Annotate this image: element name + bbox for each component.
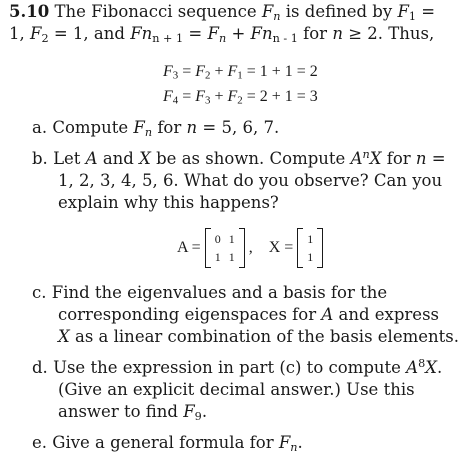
part-b-label: b. — [32, 149, 48, 168]
matrix-cell: 1 — [307, 232, 314, 246]
bracket-right — [317, 228, 323, 268]
problem-header-line: 5.10 The Fibonacci sequence $F_n$ is defined by $F_1$ = — [9, 2, 436, 23]
part-b-line-3: explain why this happens? — [58, 193, 279, 212]
recurrence-line: 1, $F_2 = 1$, and $Fn_{n + 1} = F_n + Fn_{n - 1}$ for n ≥ 2. Thus, — [9, 24, 435, 45]
part-c-label: c. — [32, 283, 47, 302]
matrix-X-cells — [303, 230, 317, 266]
part-d-label: d. — [32, 358, 48, 377]
matrix-A — [177, 228, 323, 268]
matrix-cell: 0 — [214, 232, 221, 246]
matrix-separator: , — [248, 239, 253, 256]
fib-F: F — [261, 2, 274, 21]
part-d-line-2: (Give an explicit decimal answer.) Use this — [58, 380, 415, 399]
part-b-line-2: 1, 2, 3, 4, 5, 6. What do you observe? Can you — [58, 171, 443, 190]
part-b-line-1: b. Let A and X be as shown. Compute $A^nX$ for n = — [32, 147, 446, 168]
display-equation-1: $F_3 = F_2 + F_1 = 1 + 1 = 2$ — [163, 63, 318, 82]
part-e: e. Give a general formula for $F_n$. — [32, 433, 303, 454]
matrix-X-label: X = — [268, 239, 294, 256]
display-equation-2: $F_4 = F_3 + F_2 = 2 + 1 = 3$ — [163, 88, 318, 107]
matrix-cell: 1 — [228, 250, 235, 264]
matrix-A-cells — [211, 230, 239, 266]
matrix-cell: 1 — [228, 232, 235, 246]
intro-text-1: The Fibonacci sequence — [54, 2, 257, 21]
bracket-right — [239, 228, 245, 268]
matrix-cell: 1 — [214, 250, 221, 264]
part-a: a. Compute $F_n$ for n = 5, 6, 7. — [32, 118, 280, 139]
part-c-line-2: corresponding eigenspaces for A and express — [58, 305, 440, 324]
part-c-line-1: c. Find the eigenvalues and a basis for the — [32, 283, 388, 302]
part-d-line-1: d. Use the expression in part (c) to compute $A^8X$. — [32, 356, 443, 377]
intro-text-2: is defined by — [285, 2, 393, 21]
matrix-A-label: A = — [177, 239, 201, 256]
matrix-cell: 1 — [307, 250, 314, 264]
part-d-line-3: answer to find $F_9$. — [58, 402, 208, 423]
part-a-label: a. — [32, 118, 48, 137]
part-c-line-3: X as a linear combination of the basis elements. — [58, 327, 459, 346]
part-e-label: e. — [32, 433, 48, 452]
problem-number: 5.10 — [9, 2, 50, 21]
